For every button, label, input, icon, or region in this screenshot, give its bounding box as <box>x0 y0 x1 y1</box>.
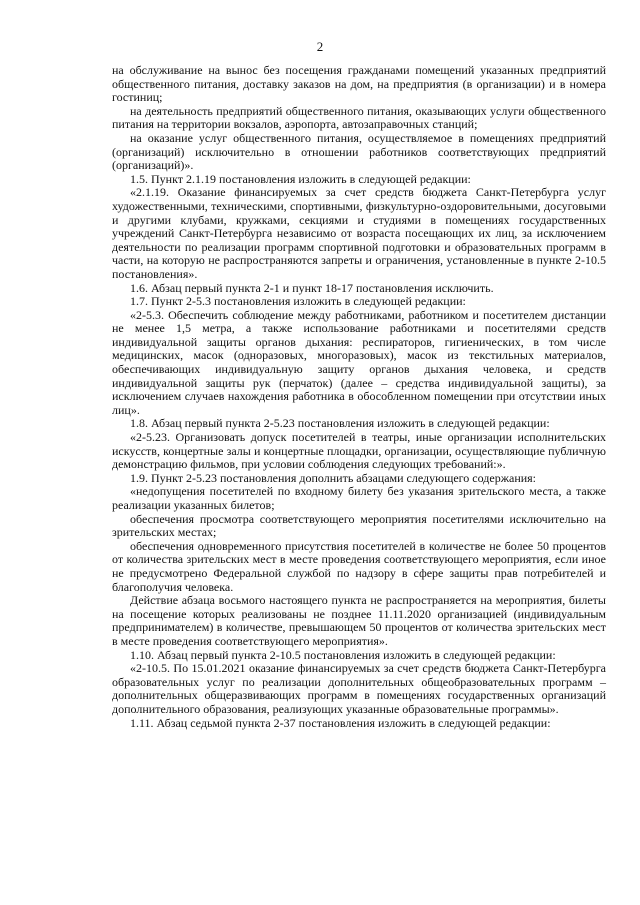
page-number: 2 <box>316 39 324 54</box>
paragraph: «недопущения посетителей по входному билету без указания зрительского места, а также реализации указанных билетов; <box>112 484 606 512</box>
paragraph: на обслуживание на вынос без посещения гражданами помещений указанных предприятий общественного питания, доставку заказов на дом, на предприятия (в организации) и в номера гостиниц; <box>112 63 606 105</box>
paragraph: 1.6. Абзац первый пункта 2-1 и пункт 18-17 постановления исключить. <box>130 280 494 295</box>
paragraph: на оказание услуг общественного питания, осуществляемое в помещениях предприятий (организаций) исключительно в отношении работников соответствующих предприятий (организаций)». <box>112 130 606 173</box>
paragraph: 1.5. Пункт 2.1.19 постановления изложить в следующей редакции: <box>130 171 471 186</box>
paragraph: «2-5.3. Обеспечить соблюдение между работниками, работником и посетителем дистанции не менее 1,5 метра, а также использование работниками и посетителями средств индивидуальной защиты органов дыхания: респираторов, гигиенических, в том числе медицинских, масок (одноразовых, многоразовых), масок из текстильных материалов, обеспечивающих индивидуальную защиту органов дыхания человека, и средств индивидуальной защиты рук (перчаток) (далее – средства индивидуальной защиты), за исключением случаев нахождения работника в обособленном помещении при отсутствии иных лиц». <box>112 307 606 417</box>
paragraph: 1.7. Пункт 2-5.3 постановления изложить в следующей редакции: <box>130 294 466 309</box>
paragraph: 1.8. Абзац первый пункта 2-5.23 постановления изложить в следующей редакции: <box>130 416 550 431</box>
document-body <box>112 64 606 730</box>
paragraph: обеспечения одновременного присутствия посетителей в количестве не более 50 процентов от количества зрительских мест в месте проведения соответствующего мероприятия, если иное не предусмотрено Федеральной службой по надзору в сфере защиты прав потребителей и благополучия человека. <box>112 538 606 594</box>
paragraph: Действие абзаца восьмого настоящего пункта не распространяется на мероприятия, билеты на посещение которых реализованы не позднее 11.11.2020 организацией (индивидуальным предпринимателем) в количестве, превышающем 50 процентов от количества зрительских мест в месте проведения соответствующего мероприятия». <box>112 593 606 648</box>
paragraph: «2-5.23. Организовать допуск посетителей в театры, иные организации исполнительских искусств, концертные залы и концертные площадки, организации, осуществляющие публичную демонстрацию фильмов, при условии соблюдения следующих требований:». <box>112 430 606 472</box>
paragraph: на деятельность предприятий общественного питания, оказывающих услуги общественного питания на территории вокзалов, аэропорта, автозаправочных станций; <box>112 103 606 132</box>
paragraph: 1.10. Абзац первый пункта 2-10.5 постановления изложить в следующей редакции: <box>130 647 556 662</box>
paragraph: «2-10.5. По 15.01.2021 оказание финансируемых за счет средств бюджета Санкт-Петербурга образовательных услуг по реализации дополнительных общеобразовательных программ – дополнительных общеразвивающих программ в помещениях государственных организаций дополнительного образования, реализующих указанные образовательные программы». <box>112 661 606 716</box>
paragraph: обеспечения просмотра соответствующего мероприятия посетителями исключительно на зрительских местах; <box>112 511 606 540</box>
paragraph: «2.1.19. Оказание финансируемых за счет средств бюджета Санкт-Петербурга услуг художественными, техническими, спортивными, физкультурно-оздоровительными, досуговыми и другими клубами, кружками, секциями и студиями в помещениях государственных учреждений Санкт-Петербурга независимо от возраста посещающих их лиц, за исключением деятельности по реализации программ спортивной подготовки и образовательных программ в части, на которую не распространяются запреты и ограничения, установленные в пункте 2-10.5 постановления». <box>112 185 606 281</box>
paragraph: 1.9. Пункт 2-5.23 постановления дополнить абзацами следующего содержания: <box>130 470 537 485</box>
paragraph: 1.11. Абзац седьмой пункта 2-37 постановления изложить в следующей редакции: <box>130 715 551 730</box>
